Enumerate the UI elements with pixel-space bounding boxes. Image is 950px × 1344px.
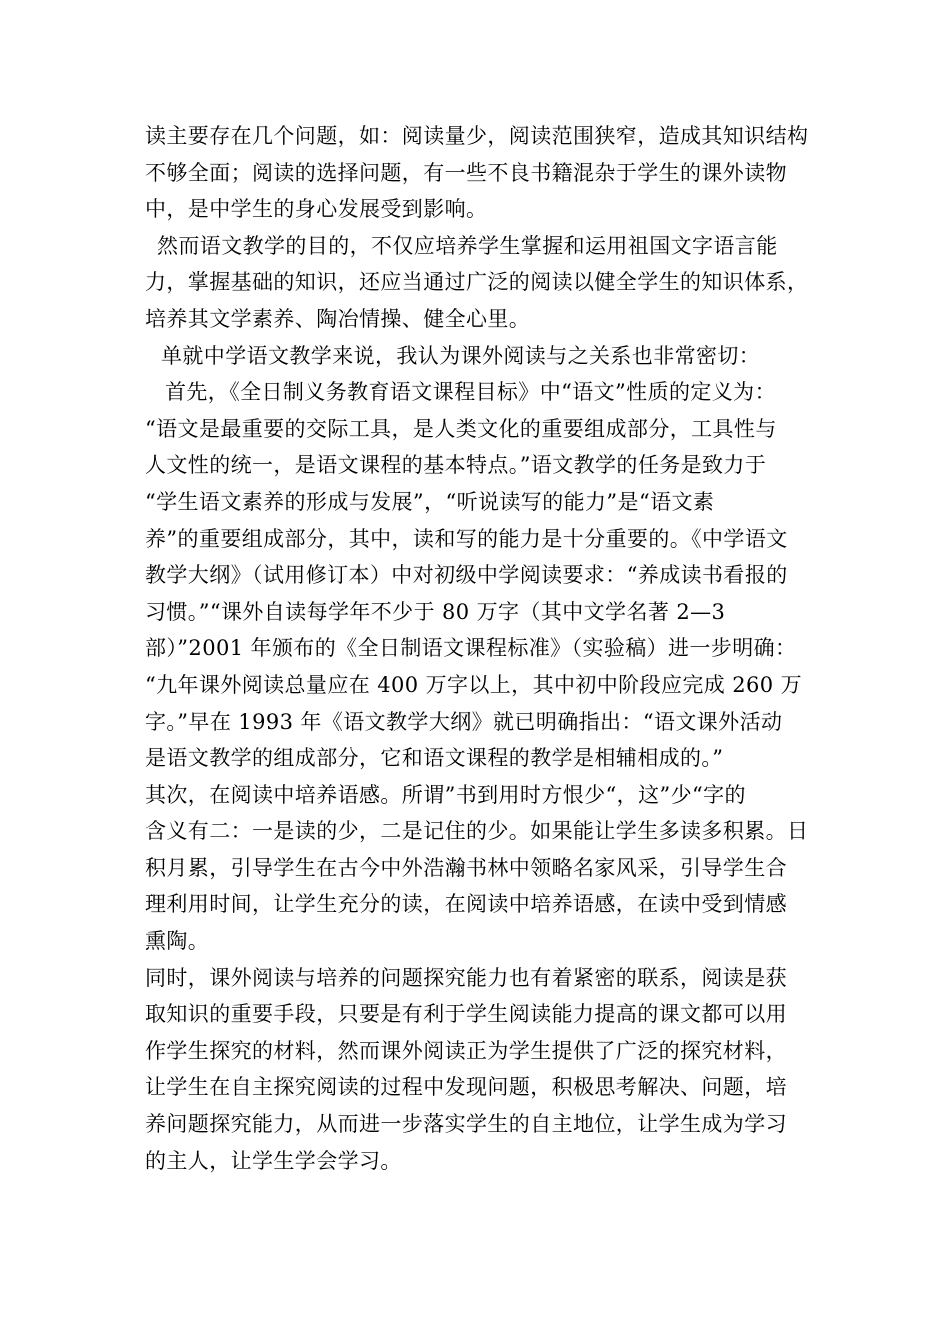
paragraph-teaching-goals — [145, 228, 825, 338]
text-line: 培养其文学素养、陶冶情操、健全心里。 — [145, 306, 531, 331]
text-line: 取知识的重要手段，只要是有利于学生阅读能力提高的课文都可以用 — [145, 1002, 787, 1027]
text-line: “学生语文素养的形成与发展”，“听说读写的能力”是“语文素 — [145, 489, 715, 514]
paragraph-second-point — [145, 777, 825, 960]
paragraph-relationship — [145, 338, 825, 375]
text-line: 作学生探究的材料，然而课外阅读正为学生提供了广泛的探究材料， — [145, 1038, 787, 1063]
text-line: 单就中学语文教学来说，我认为课外阅读与之关系也非常密切： — [161, 343, 761, 368]
text-line: 中，是中学生的身心发展受到影响。 — [145, 197, 488, 222]
text-line: 首先，《全日制义务教育语文课程目标》中“语文”性质的定义为： — [165, 380, 776, 405]
document-body — [145, 118, 825, 1179]
text-line: 积月累，引导学生在古今中外浩瀚书林中领略名家风采，引导学生合 — [145, 855, 787, 880]
text-line: 含义有二：一是读的少，二是记住的少。如果能让学生多读多积累。日 — [145, 819, 809, 844]
text-line: “九年课外阅读总量应在 400 万字以上，其中初中阶段应完成 260 万 — [145, 672, 802, 697]
text-line: 熏陶。 — [145, 929, 210, 954]
text-line: 然而语文教学的目的，不仅应培养学生掌握和运用祖国文字语言能 — [157, 233, 778, 258]
text-line: 让学生在自主探究阅读的过程中发现问题，积极思考解决、问题，培 — [145, 1075, 787, 1100]
text-line: 不够全面；阅读的选择问题，有一些不良书籍混杂于学生的课外读物 — [145, 160, 787, 185]
text-line: 力，掌握基础的知识，还应当通过广泛的阅读以健全学生的知识体系， — [145, 270, 809, 295]
paragraph-reading-problems — [145, 118, 825, 228]
text-line: “语文是最重要的交际工具，是人类文化的重要组成部分，工具性与 — [145, 416, 777, 441]
text-line: 部）”2001 年颁布的《全日制语文课程标准》（实验稿）进一步明确： — [145, 636, 797, 661]
text-line: 理利用时间，让学生充分的读，在阅读中培养语感，在读中受到情感 — [145, 892, 787, 917]
paragraph-first-point — [145, 374, 825, 777]
text-line: 养”的重要组成部分，其中，读和写的能力是十分重要的。《中学语文 — [145, 526, 788, 551]
paragraph-third-point — [145, 960, 825, 1180]
text-line: 同时，课外阅读与培养的问题探究能力也有着紧密的联系，阅读是获 — [145, 965, 787, 990]
text-line: 读主要存在几个问题，如：阅读量少，阅读范围狭窄，造成其知识结构 — [145, 124, 809, 148]
text-line: 教学大纲》（试用修订本）中对初级中学阅读要求：“养成读书看报的 — [145, 563, 788, 588]
text-line: 习惯。”“课外自读每学年不少于 80 万字（其中文学名著 2—3 — [145, 599, 726, 624]
text-line: 字。”早在 1993 年《语文教学大纲》就已明确指出：“语文课外活动 — [145, 709, 783, 734]
text-line: 是语文教学的组成部分，它和语文课程的教学是相辅相成的。” — [145, 746, 724, 771]
text-line: 的主人，让学生学会学习。 — [145, 1148, 402, 1173]
text-line: 人文性的统一，是语文课程的基本特点。”语文教学的任务是致力于 — [145, 453, 767, 478]
text-line: 其次，在阅读中培养语感。所谓”书到用时方恨少“，这”少“字的 — [145, 782, 746, 807]
text-line: 养问题探究能力，从而进一步落实学生的自主地位，让学生成为学习 — [145, 1112, 787, 1137]
